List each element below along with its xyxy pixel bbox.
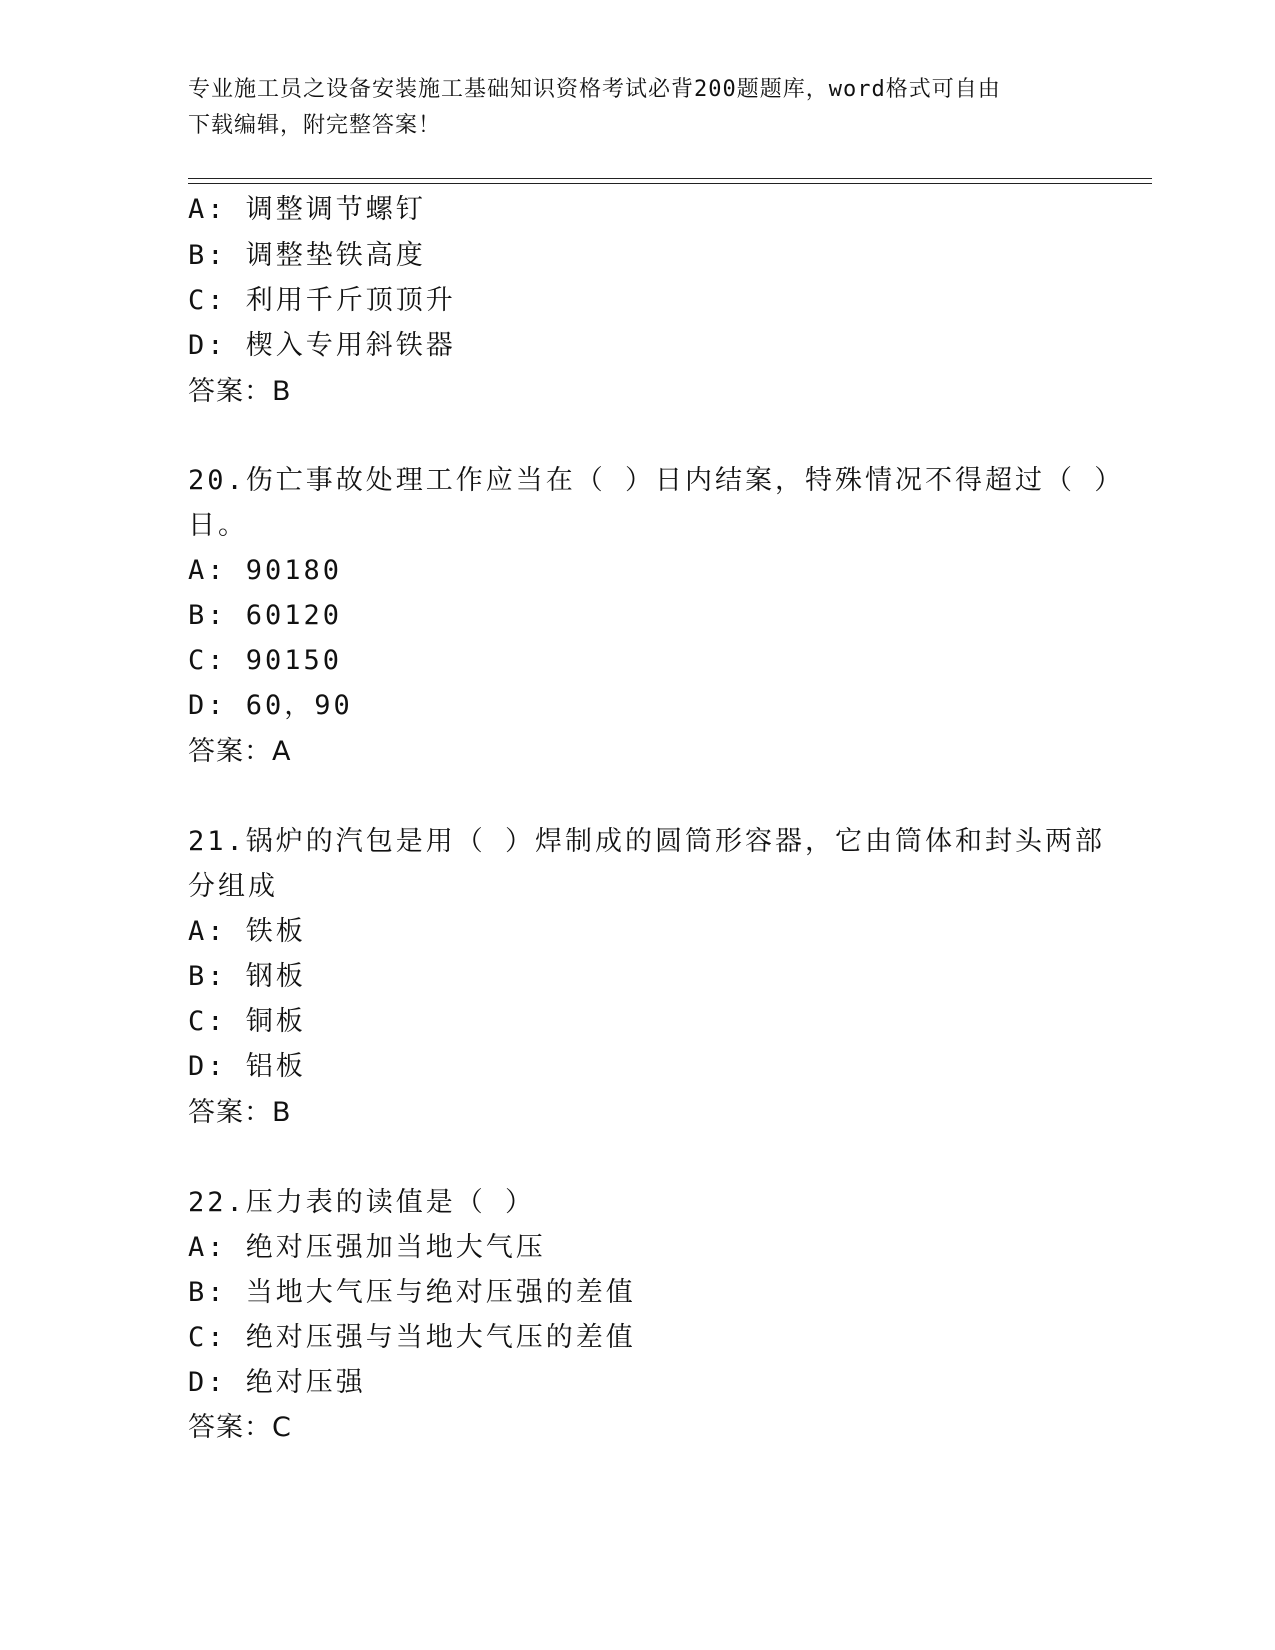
header-divider-top (188, 178, 1152, 179)
option-c: C: 利用千斤顶顶升 (188, 285, 456, 316)
question-text-line-1: 21.锅炉的汽包是用（ ）焊制成的圆筒形容器，它由筒体和封头两部 (188, 826, 1106, 857)
answer-label: 答案：A (188, 736, 292, 767)
option-c: C: 90150 (188, 645, 343, 676)
question-text-line-1: 22.压力表的读值是（ ） (188, 1187, 536, 1218)
header-divider-bottom (188, 183, 1152, 184)
answer-label: 答案：B (188, 376, 292, 407)
question-text-line-2: 日。 (188, 510, 248, 541)
option-d: D: 60，90 (188, 690, 353, 721)
option-c: C: 铜板 (188, 1006, 306, 1037)
document-header (188, 72, 1068, 144)
question-text-line-1: 20.伤亡事故处理工作应当在（ ）日内结案，特殊情况不得超过（ ） (188, 465, 1125, 496)
option-b: B: 调整垫铁高度 (188, 240, 426, 271)
option-a: A: 铁板 (188, 916, 306, 947)
option-c: C: 绝对压强与当地大气压的差值 (188, 1322, 636, 1353)
question-text-line-2: 分组成 (188, 871, 278, 902)
answer-label: 答案：B (188, 1097, 292, 1128)
option-b: B: 60120 (188, 600, 343, 631)
answer-label: 答案：C (188, 1412, 292, 1443)
header-line-1: 专业施工员之设备安装施工基础知识资格考试必背200题题库，word格式可自由 (188, 77, 1001, 102)
option-d: D: 楔入专用斜铁器 (188, 330, 456, 361)
option-d: D: 绝对压强 (188, 1367, 366, 1398)
option-a: A: 绝对压强加当地大气压 (188, 1232, 546, 1263)
option-a: A: 90180 (188, 555, 343, 586)
option-b: B: 当地大气压与绝对压强的差值 (188, 1277, 636, 1308)
option-a: A: 调整调节螺钉 (188, 194, 426, 225)
option-d: D: 铝板 (188, 1051, 306, 1082)
header-line-2: 下载编辑，附完整答案！ (188, 113, 442, 138)
option-b: B: 钢板 (188, 961, 306, 992)
